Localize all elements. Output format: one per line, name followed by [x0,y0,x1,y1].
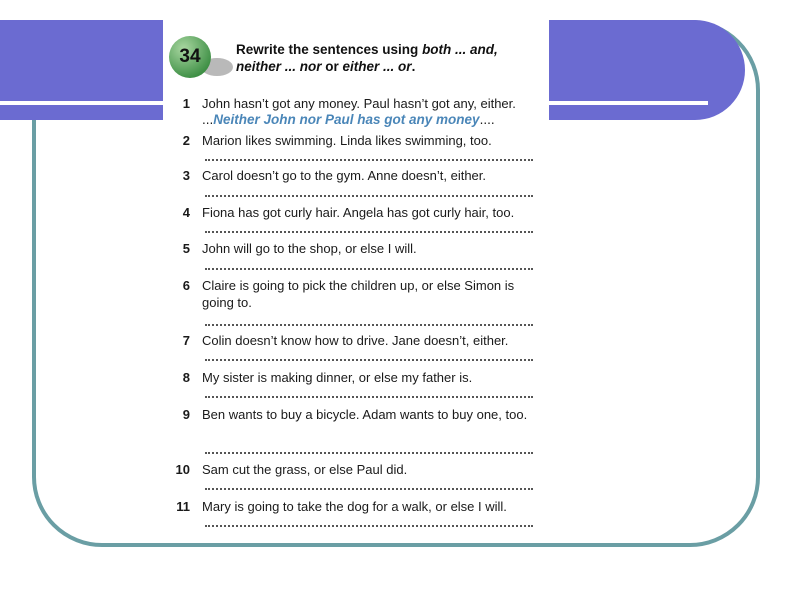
answer-line[interactable] [205,157,533,161]
answer-line[interactable] [205,193,533,197]
answer-line[interactable] [205,357,533,361]
item-sentence: Sam cut the grass, or else Paul did. [202,462,408,477]
answer-line[interactable] [205,450,533,454]
item-number: 10 [175,462,190,477]
item-sentence: Fiona has got curly hair. Angela has got curly hair, too. [202,205,515,220]
worksheet-image [163,18,549,540]
item-number: 3 [182,168,190,183]
exercise-instruction [236,41,546,75]
item-sentence: Carol doesn’t go to the gym. Anne doesn’t, either. [202,168,487,183]
item-sentence: John will go to the shop, or else I will. [202,241,417,256]
item-sentence: My sister is making dinner, or else my father is. [202,370,473,385]
item-sentence: Claire is going to pick the children up, or else Simon is going to. [202,278,515,310]
item-number: 5 [182,241,190,256]
instruction-neither-nor: neither ... nor [236,59,322,74]
answer-line[interactable] [205,394,533,398]
item-number: 7 [182,333,190,348]
answer-line[interactable] [205,266,533,270]
item-sentence: John hasn’t got any money. Paul hasn’t got any, either. [202,96,516,111]
answer-line[interactable] [205,322,533,326]
item-number: 4 [182,205,190,220]
item-number: 11 [176,499,190,514]
instruction-text: Rewrite the sentences using [236,42,423,57]
example-answer: Neither John nor Paul has got any money [213,112,480,127]
item-number: 1 [182,96,190,111]
answer-line[interactable] [205,229,533,233]
item-sentence: Ben wants to buy a bicycle. Adam wants to buy one, too. [202,407,528,422]
item-sentence: Marion likes swimming. Linda likes swimming, too. [202,133,492,148]
exercise-number-badge: 34 [169,36,211,78]
answer-line[interactable] [205,486,533,490]
instruction-both-and: both ... and, [422,42,498,57]
answer-line[interactable] [205,523,533,527]
item-number: 2 [182,133,190,148]
instruction-either-or: either ... or [342,59,412,74]
instruction-period: . [411,59,416,74]
item-sentence: Mary is going to take the dog for a walk, or else I will. [202,499,507,514]
item-number: 6 [182,278,190,293]
example-suffix: .... [479,112,495,127]
item-number: 9 [182,407,190,422]
instruction-or: or [321,59,343,74]
example-prefix: ... [202,112,214,127]
item-sentence: Colin doesn’t know how to drive. Jane doesn’t, either. [202,333,509,348]
item-number: 8 [182,370,190,385]
example-answer-line [202,112,547,127]
